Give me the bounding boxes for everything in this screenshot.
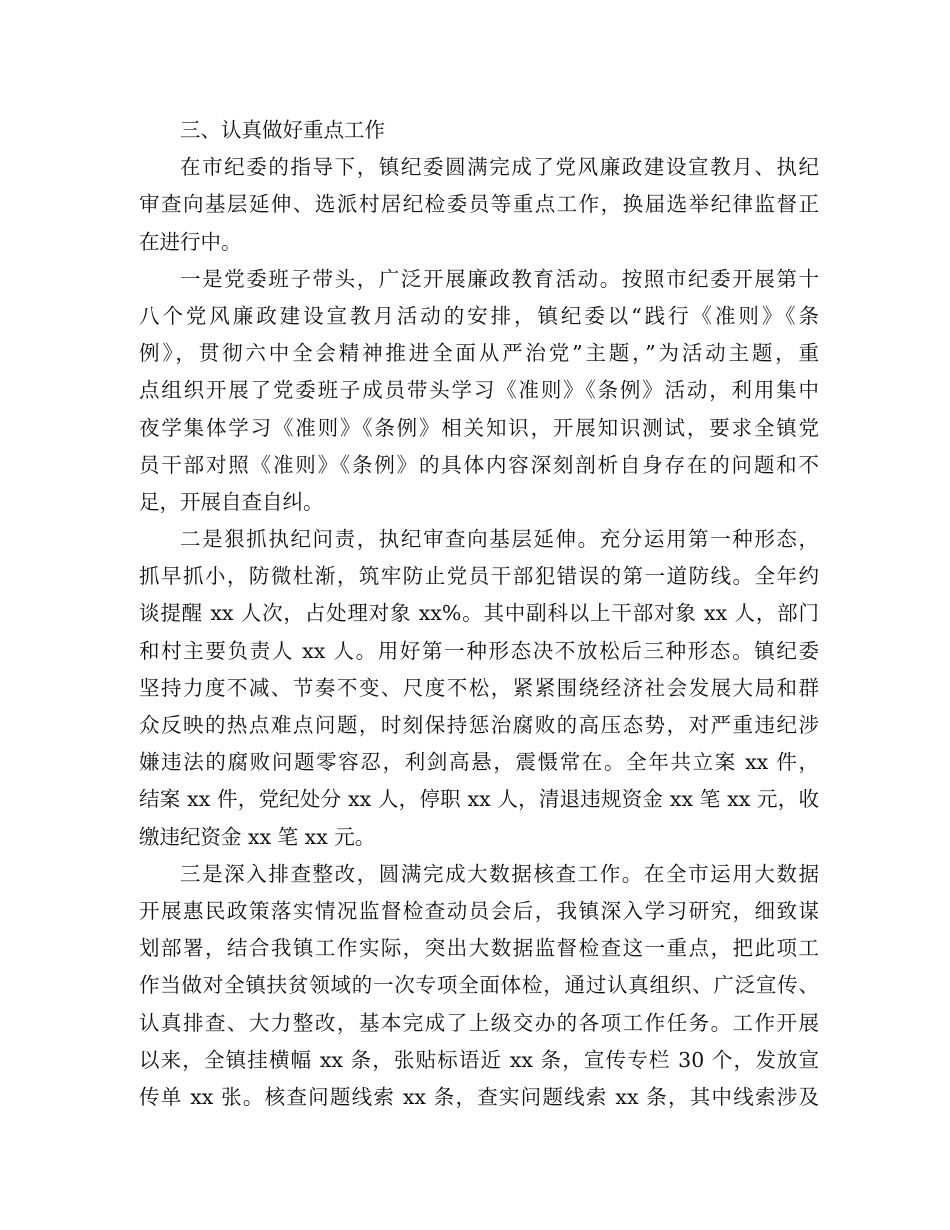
text-line: 三、认真做好重点工作	[180, 118, 385, 142]
text-line: 二是狠抓执纪问责，执纪审查向基层延伸。充分运用第一种形态，	[180, 527, 819, 552]
text-line: 划部署，结合我镇工作实际，突出大数据监督检查这一重点，把此项工	[139, 936, 819, 961]
text-line: 在进行中。	[139, 229, 242, 254]
text-line: 众反映的热点难点问题，时刻保持惩治腐败的高压态势，对严重违纪涉	[139, 713, 819, 737]
text-line: 夜学集体学习《准则》《条例》相关知识，开展知识测试，要求全镇党	[139, 415, 819, 440]
text-line: 和村主要负责人 xx 人。用好第一种形态决不放松后三种形态。镇纪委	[139, 638, 819, 663]
text-line: 结案 xx 件，党纪处分 xx 人，停职 xx 人，清退违规资金 xx 笔 xx 元，收	[139, 787, 819, 812]
text-line: 嫌违法的腐败问题零容忍，利剑高悬，震慑常在。全年共立案 xx 件，	[139, 750, 819, 775]
text-line: 抓早抓小，防微杜渐，筑牢防止党员干部犯错误的第一道防线。全年约	[139, 564, 819, 589]
text-line: 例》，贯彻六中全会精神推进全面从严治党”主题，”为活动主题，重	[139, 341, 819, 366]
text-line: 点组织开展了党委班子成员带头学习《准则》《条例》活动，利用集中	[139, 378, 819, 403]
text-line: 坚持力度不减、节奏不变、尺度不松，紧紧围绕经济社会发展大局和群	[139, 675, 819, 700]
text-line: 在市纪委的指导下，镇纪委圆满完成了党风廉政建设宣教月、执纪	[180, 155, 819, 180]
document-body	[139, 112, 819, 1116]
text-line: 一是党委班子带头，广泛开展廉政教育活动。按照市纪委开展第十	[180, 266, 819, 291]
text-line: 足，开展自查自纠。	[139, 489, 324, 514]
text-line: 传单 xx 张。核查问题线索 xx 条，查实问题线索 xx 条，其中线索涉及	[139, 1084, 819, 1109]
text-line: 八个党风廉政建设宣教月活动的安排，镇纪委以“践行《准则》《条	[139, 303, 819, 328]
text-line: 以来，全镇挂横幅 xx 条，张贴标语近 xx 条，宣传专栏 30 个，发放宣	[139, 1047, 819, 1072]
text-line: 员干部对照《准则》《条例》的具体内容深刻剖析自身存在的问题和不	[139, 452, 819, 477]
text-line: 三是深入排查整改，圆满完成大数据核查工作。在全市运用大数据	[180, 861, 819, 886]
text-line: 开展惠民政策落实情况监督检查动员会后，我镇深入学习研究，细致谋	[139, 898, 819, 923]
text-line: 作当做对全镇扶贫领域的一次专项全面体检，通过认真组织、广泛宣传、	[139, 973, 819, 998]
text-line: 谈提醒 xx 人次，占处理对象 xx%。其中副科以上干部对象 xx 人，部门	[139, 601, 819, 626]
text-line: 缴违纪资金 xx 笔 xx 元。	[139, 824, 376, 849]
text-line: 认真排查、大力整改，基本完成了上级交办的各项工作任务。工作开展	[139, 1010, 819, 1035]
text-line: 审查向基层延伸、选派村居纪检委员等重点工作，换届选举纪律监督正	[139, 192, 819, 217]
